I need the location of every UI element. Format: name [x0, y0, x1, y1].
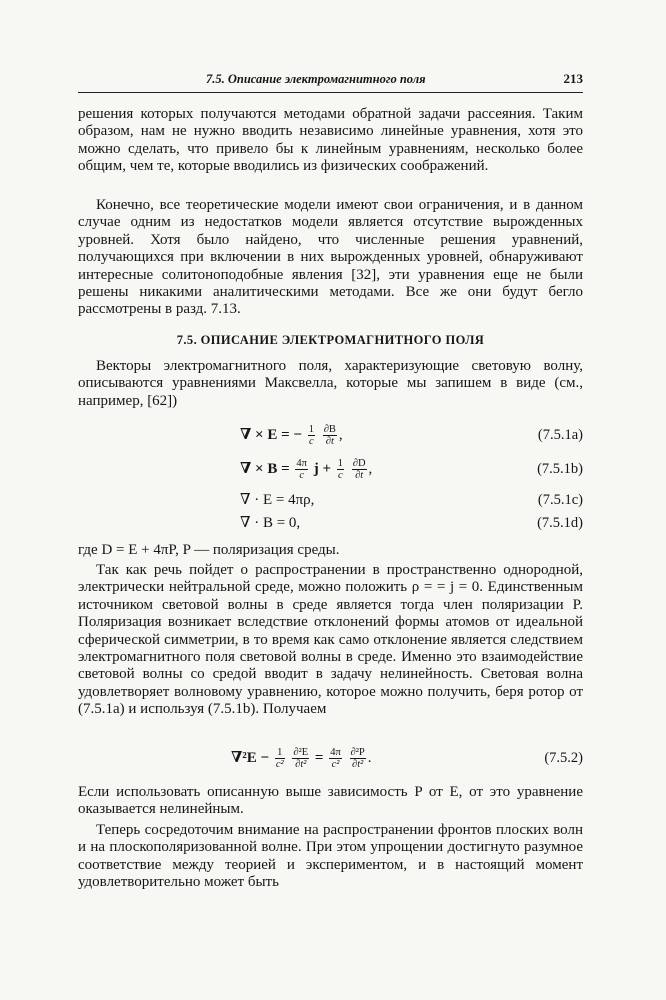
equation-middle: =: [314, 750, 324, 766]
fraction-numerator: ∂²E: [293, 747, 309, 759]
fraction-denominator: c: [338, 470, 343, 482]
fraction-numerator: ∂²P: [350, 747, 365, 759]
fraction-denominator: ∂t: [355, 470, 364, 482]
paragraph-5: [78, 562, 583, 719]
paragraph-4: [78, 542, 583, 559]
equation-lhs: ∇ × B =: [240, 461, 290, 477]
equation-tail: ,: [338, 427, 343, 443]
equation-7-5-1a: [78, 422, 583, 448]
paragraph-6-text: Если использовать описанную выше зависимость P от E, от это уравнение оказывается нелинейным.: [78, 784, 583, 818]
equation-formula: [240, 456, 372, 482]
fraction: [275, 747, 285, 770]
fraction-denominator: ∂t²: [295, 759, 307, 771]
fraction-numerator: 1: [308, 424, 314, 436]
running-title: 7.5. Описание электромагнитного поля: [206, 72, 426, 86]
fraction-numerator: 1: [337, 458, 344, 470]
fraction: [323, 424, 337, 447]
fraction: [329, 747, 342, 770]
section-title: 7.5. ОПИСАНИЕ ЭЛЕКТРОМАГНИТНОГО ПОЛЯ: [176, 333, 485, 347]
fraction: [308, 424, 315, 447]
paragraph-5-text: Так как речь пойдет о распространении в пространственно однородной, электрически нейтральной среде, можно положить ρ = = j = 0. Единственным источником световой волны в среде является тогда член поляризации P. Поляризация возникает вследствие отклонений формы атомов от идеальной сферической симметрии, в то время как само отклонение является следствием электромагнитного поля световой волны в среде. Именно это взаимодействие световой волны со средой вводит в задачу нелинейность. Световая волна удовлетворяет волновому уравнению, которое можно получить, беря ротор от (7.5.1a) и используя (7.5.1b). Получаем: [78, 562, 583, 718]
fraction: [350, 747, 366, 770]
equation-middle: j +: [313, 461, 332, 477]
equation-number: (7.5.2): [544, 750, 583, 766]
equation-lhs: ∇²E −: [231, 750, 270, 766]
equation-formula: [231, 745, 371, 771]
equation-7-5-1d: [78, 510, 583, 536]
equation-number: (7.5.1b): [537, 461, 583, 477]
paragraph-3: [78, 358, 583, 410]
equation-7-5-2: [78, 745, 583, 771]
fraction-numerator: 4π: [296, 458, 307, 470]
equation-tail: .: [367, 750, 372, 766]
fraction: [337, 458, 344, 481]
equation-number: (7.5.1c): [537, 492, 583, 508]
page-number: 213: [563, 71, 583, 86]
fraction-denominator: c²: [275, 759, 284, 771]
fraction: [295, 458, 308, 481]
fraction-numerator: ∂B: [323, 424, 336, 436]
equation-lhs: ∇ × E = −: [240, 427, 302, 443]
paragraph-7-text: Теперь сосредоточим внимание на распространении фронтов плоских волн и на плоскополяризованной волне. При этом упрощении достигнуто разумное соответствие между теорией и экспериментом, и в настоящий момент удовлетворительно может быть: [78, 822, 583, 891]
paragraph-6: [78, 784, 583, 819]
equation-formula: ∇ · B = 0,: [240, 515, 301, 531]
fraction: [292, 747, 309, 770]
equation-7-5-1b: [78, 456, 583, 482]
paragraph-3-text: Векторы электромагнитного поля, характеризующие световую волну, описываются уравнениями Максвелла, которые мы запишем в виде (см., например, [62]): [78, 358, 583, 409]
fraction-numerator: 1: [275, 747, 285, 759]
fraction-denominator: ∂t: [325, 436, 334, 448]
equation-number: (7.5.1d): [537, 515, 583, 531]
fraction: [352, 458, 367, 481]
equation-number: (7.5.1a): [537, 427, 583, 443]
fraction-denominator: ∂t²: [352, 759, 364, 771]
fraction-denominator: c: [308, 436, 314, 448]
paragraph-1: [78, 106, 583, 176]
paragraph-7: [78, 822, 583, 892]
running-head: [78, 70, 583, 93]
fraction-numerator: 4π: [330, 747, 341, 759]
fraction-numerator: ∂D: [352, 458, 366, 470]
equation-formula: [240, 422, 343, 448]
equation-formula: ∇ · E = 4πρ,: [240, 492, 315, 508]
paragraph-2-text: Конечно, все теоретические модели имеют свои ограничения, и в данном случае одним из недостатков модели является отсутствие вырожденных уровней. Хотя было найдено, что численные решения уравнений, получающихся при включении в них вырожденных уровней, обнаруживают интересные солитоноподобные явления [32], эти уравнения еще не были решены никакими аналитическими методами. Все же они будут бегло рассмотрены в разд. 7.13.: [78, 197, 583, 318]
paragraph-1-text: решения которых получаются методами обратной задачи рассеяния. Таким образом, нам не нужно вводить независимо линейные уравнения, хотя это можно сделать, что привело бы к линейным уравнениям, несколько более общим, чем те, которые вводились из физических соображений.: [78, 106, 583, 175]
fraction-denominator: c: [299, 470, 305, 482]
equation-tail: ,: [368, 461, 373, 477]
paragraph-2: [78, 197, 583, 319]
paragraph-4-text: где D = E + 4πP, P — поляризация среды.: [78, 542, 340, 558]
fraction-denominator: c²: [331, 759, 340, 771]
